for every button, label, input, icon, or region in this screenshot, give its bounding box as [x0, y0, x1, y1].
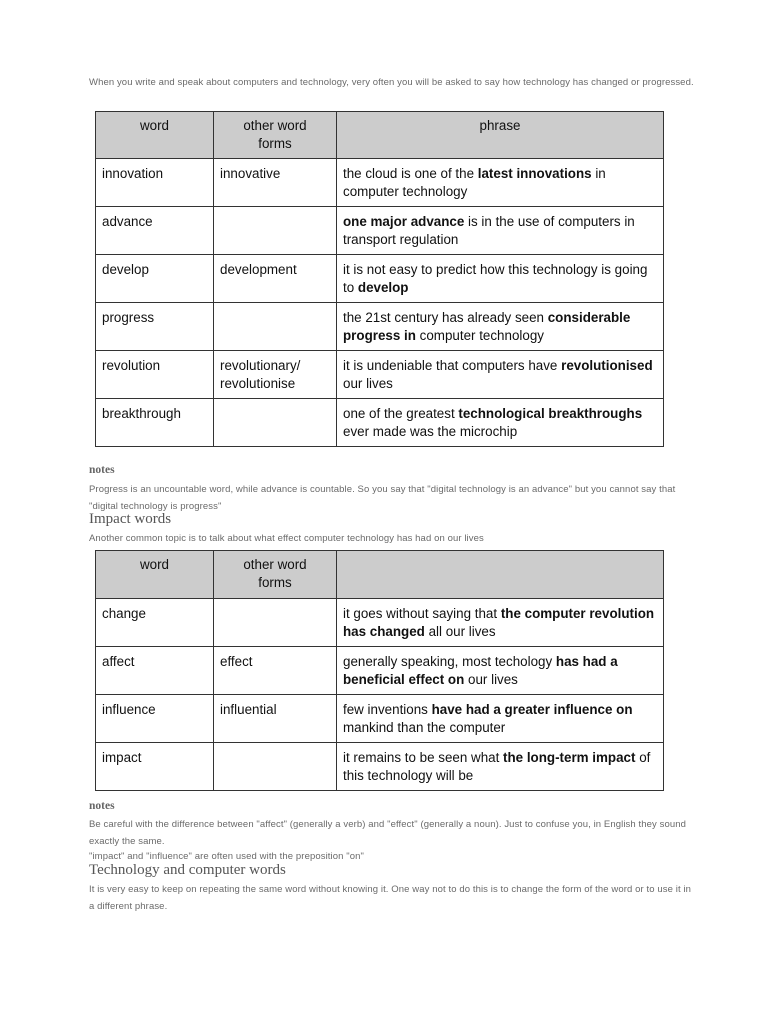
phrase-text: it is not easy to predict how this technology is going to: [343, 262, 648, 295]
phrase-highlight: revolutionised: [561, 358, 653, 373]
phrase-text: the cloud is one of the: [343, 166, 478, 181]
table-row: [96, 599, 664, 647]
header-phrase: phrase: [337, 112, 664, 159]
table-header-row: [96, 551, 664, 599]
phrase-text: it goes without saying that: [343, 606, 501, 621]
header-other-forms: other word forms: [214, 551, 337, 599]
cell-other-forms: [214, 399, 337, 447]
cell-word: progress: [96, 303, 214, 351]
phrase-text: it remains to be seen what: [343, 750, 504, 765]
notes-text: Progress is an uncountable word, while advance is countable. So you say that "digital technology is an advance" but you cannot say that "digital technology is progress": [89, 484, 676, 512]
cell-other-forms: [214, 303, 337, 351]
header-phrase: [337, 551, 664, 599]
phrase-text: all our lives: [424, 624, 496, 639]
technology-words-heading: Technology and computer words: [89, 862, 286, 878]
intro-text: When you write and speak about computers and technology, very often you will be asked to say how technology has changed or progressed.: [89, 77, 694, 88]
cell-other-forms: [214, 743, 337, 791]
cell-phrase: [337, 159, 664, 207]
table-row: [96, 399, 664, 447]
cell-other-forms: effect: [214, 647, 337, 695]
header-other-forms: other word forms: [214, 112, 337, 159]
notes-preposition-text: "impact" and "influence" are often used with the preposition "on": [89, 851, 364, 862]
phrase-text: in computer technology: [343, 166, 606, 199]
phrase-highlight: the long-term impact: [503, 750, 636, 765]
phrase-highlight: latest innovations: [477, 166, 592, 181]
phrase-highlight: considerable progress in: [343, 310, 631, 343]
phrase-text: is in the use of computers in transport regulation: [343, 214, 635, 247]
phrase-highlight: have had a greater influence on: [431, 702, 633, 717]
technology-words-text: It is very easy to keep on repeating the same word without knowing it. One way not to do this is to change the form of the word or to use it in a different phrase.: [89, 884, 692, 912]
cell-other-forms: revolutionary/ revolutionise: [214, 351, 337, 399]
table-row: [96, 743, 664, 791]
cell-word: change: [96, 599, 214, 647]
phrase-text: of this technology will be: [343, 750, 651, 783]
cell-word: affect: [96, 647, 214, 695]
cell-word: impact: [96, 743, 214, 791]
header-word: word: [96, 112, 214, 159]
impact-words-table: [95, 550, 664, 791]
impact-words-heading: Impact words: [89, 511, 172, 527]
phrase-text: one of the greatest: [343, 406, 459, 421]
notes-heading: notes: [89, 800, 115, 812]
table-row: [96, 159, 664, 207]
cell-phrase: [337, 303, 664, 351]
phrase-text: our lives: [464, 672, 518, 687]
cell-word: revolution: [96, 351, 214, 399]
cell-other-forms: innovative: [214, 159, 337, 207]
cell-other-forms: influential: [214, 695, 337, 743]
cell-word: influence: [96, 695, 214, 743]
phrase-text: generally speaking, most techology: [343, 654, 556, 669]
cell-phrase: [337, 207, 664, 255]
phrase-text: our lives: [343, 376, 393, 391]
cell-word: innovation: [96, 159, 214, 207]
phrase-text: ever made was the microchip: [343, 424, 518, 439]
phrase-text: the 21st century has already seen: [343, 310, 548, 325]
phrase-highlight: one major advance: [343, 214, 465, 229]
table-row: [96, 255, 664, 303]
cell-other-forms: [214, 599, 337, 647]
header-word: word: [96, 551, 214, 599]
phrase-text: mankind than the computer: [343, 720, 506, 735]
cell-other-forms: [214, 207, 337, 255]
phrase-highlight: has had a beneficial effect on: [343, 654, 618, 687]
cell-phrase: [337, 743, 664, 791]
table-row: [96, 647, 664, 695]
table-row: [96, 351, 664, 399]
word-forms-table: [95, 111, 664, 447]
table-header-row: [96, 112, 664, 159]
phrase-text: it is undeniable that computers have: [343, 358, 562, 373]
phrase-highlight: develop: [357, 280, 409, 295]
phrase-highlight: technological breakthroughs: [458, 406, 643, 421]
cell-phrase: [337, 351, 664, 399]
phrase-highlight: the computer revolution has changed: [343, 606, 655, 639]
cell-word: breakthrough: [96, 399, 214, 447]
phrase-text: computer technology: [415, 328, 544, 343]
phrase-text: few inventions: [343, 702, 432, 717]
cell-phrase: [337, 255, 664, 303]
table-row: [96, 303, 664, 351]
cell-phrase: [337, 647, 664, 695]
notes-affect-effect-text: Be careful with the difference between "affect" (generally a verb) and "effect" (generally a noun). Just to confuse you, in English they sound exactly the same.: [89, 819, 686, 847]
notes-heading: notes: [89, 464, 115, 476]
cell-word: develop: [96, 255, 214, 303]
cell-phrase: [337, 599, 664, 647]
table-row: [96, 695, 664, 743]
cell-phrase: [337, 399, 664, 447]
cell-other-forms: development: [214, 255, 337, 303]
cell-phrase: [337, 695, 664, 743]
table-row: [96, 207, 664, 255]
impact-intro-text: Another common topic is to talk about what effect computer technology has had on our lives: [89, 533, 484, 544]
cell-word: advance: [96, 207, 214, 255]
